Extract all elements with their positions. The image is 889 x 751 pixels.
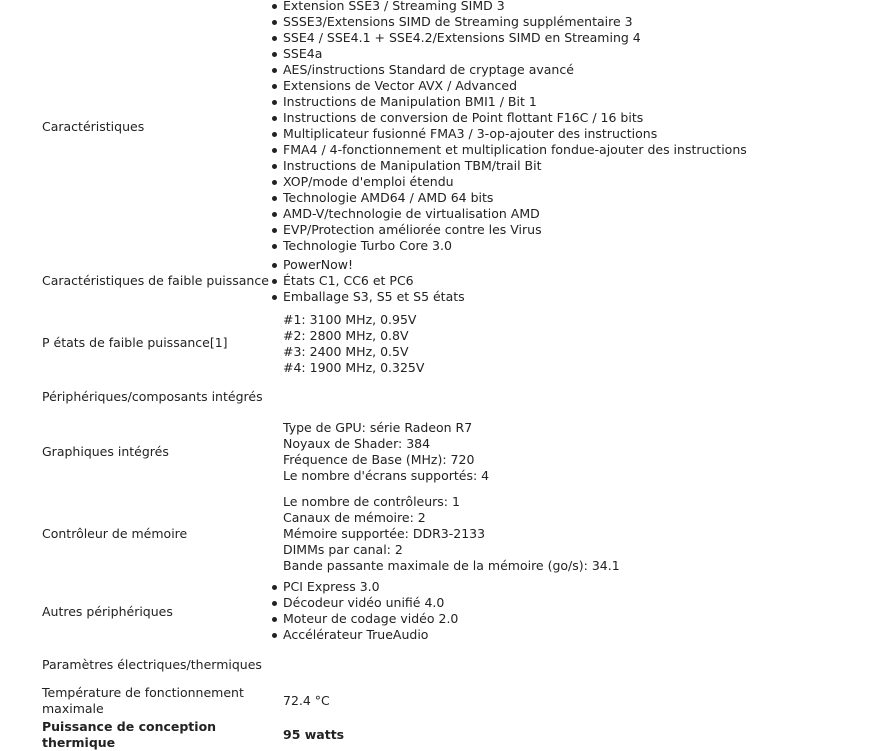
other-peripherals-list — [283, 579, 458, 643]
list-item: FMA4 / 4-fonctionnement et multiplication fondue-ajouter des instructions — [283, 142, 747, 157]
list-item: Instructions de Manipulation BMI1 / Bit 1 — [283, 94, 747, 110]
row-max-temp — [36, 682, 876, 720]
row-features — [36, 0, 876, 256]
max-temp-value: 72.4 °C — [283, 693, 330, 708]
memory-line: DIMMs par canal: 2 — [283, 542, 403, 557]
row-graphics — [36, 410, 876, 494]
max-temp-label: Température de fonctionnement maximale — [42, 685, 244, 716]
low-power-label: Caractéristiques de faible puissance — [42, 273, 269, 288]
section-electrical — [36, 654, 876, 676]
row-low-power — [36, 256, 876, 306]
row-other-peripherals — [36, 574, 876, 649]
list-item: XOP/mode d'emploi étendu — [283, 174, 747, 190]
list-item: AMD-V/technologie de virtualisation AMD — [283, 206, 747, 222]
list-item: EVP/Protection améliorée contre les Virus — [283, 222, 747, 238]
list-item: SSE4a — [283, 46, 747, 62]
tdp-value: 95 watts — [283, 727, 345, 742]
list-item: PowerNow! — [283, 257, 465, 273]
pstate-line: #4: 1900 MHz, 0.325V — [283, 360, 425, 375]
features-list — [283, 0, 747, 254]
row-memory — [36, 494, 876, 574]
low-power-list — [283, 257, 465, 305]
other-peripherals-label: Autres périphériques — [42, 603, 173, 619]
list-item: Décodeur vidéo unifié 4.0 — [283, 595, 458, 611]
list-item: AES/instructions Standard de cryptage avancé — [283, 62, 747, 78]
list-item: Extension SSE3 / Streaming SIMD 3 — [283, 0, 747, 14]
graphics-line: Le nombre d'écrans supportés: 4 — [283, 468, 490, 483]
list-item: Technologie AMD64 / AMD 64 bits — [283, 190, 747, 206]
memory-line: Canaux de mémoire: 2 — [283, 510, 426, 525]
memory-line: Bande passante maximale de la mémoire (go/s): 34.1 — [283, 558, 620, 573]
tdp-label: Puissance de conception thermique — [42, 719, 217, 750]
pstates-label: P états de faible puissance[1] — [42, 335, 228, 350]
pstates-values — [283, 312, 424, 376]
list-item: Extensions de Vector AVX / Advanced — [283, 78, 747, 94]
graphics-line: Noyaux de Shader: 384 — [283, 436, 431, 451]
peripherals-section-label: Périphériques/composants intégrés — [42, 389, 263, 404]
graphics-values — [283, 420, 489, 484]
graphics-line: Type de GPU: série Radeon R7 — [283, 420, 473, 435]
graphics-label: Graphiques intégrés — [42, 444, 169, 459]
spec-table — [36, 0, 876, 750]
list-item: Multiplicateur fusionné FMA3 / 3-op-ajouter des instructions — [283, 126, 747, 142]
pstate-line: #2: 2800 MHz, 0.8V — [283, 328, 409, 343]
pstate-line: #1: 3100 MHz, 0.95V — [283, 312, 417, 327]
memory-label: Contrôleur de mémoire — [42, 526, 188, 541]
list-item: Emballage S3, S5 et S5 états — [283, 289, 465, 304]
row-tdp — [36, 720, 876, 750]
memory-line: Le nombre de contrôleurs: 1 — [283, 494, 460, 509]
list-item: Technologie Turbo Core 3.0 — [283, 238, 747, 254]
row-pstates — [36, 306, 876, 380]
graphics-line: Fréquence de Base (MHz): 720 — [283, 452, 475, 467]
memory-line: Mémoire supportée: DDR3-2133 — [283, 526, 486, 541]
section-peripherals — [36, 388, 876, 406]
list-item: États C1, CC6 et PC6 — [283, 273, 465, 289]
electrical-section-label: Paramètres électriques/thermiques — [42, 657, 262, 672]
list-item: Instructions de conversion de Point flottant F16C / 16 bits — [283, 110, 747, 126]
list-item: PCI Express 3.0 — [283, 579, 458, 595]
list-item: Moteur de codage vidéo 2.0 — [283, 611, 459, 626]
features-label: Caractéristiques — [42, 119, 145, 134]
list-item: SSSE3/Extensions SIMD de Streaming supplémentaire 3 — [283, 14, 747, 30]
memory-values — [283, 494, 620, 574]
list-item: SSE4 / SSE4.1 + SSE4.2/Extensions SIMD en Streaming 4 — [283, 30, 747, 46]
list-item: Instructions de Manipulation TBM/trail Bit — [283, 158, 747, 174]
list-item: Accélérateur TrueAudio — [283, 627, 458, 643]
pstate-line: #3: 2400 MHz, 0.5V — [283, 344, 409, 359]
